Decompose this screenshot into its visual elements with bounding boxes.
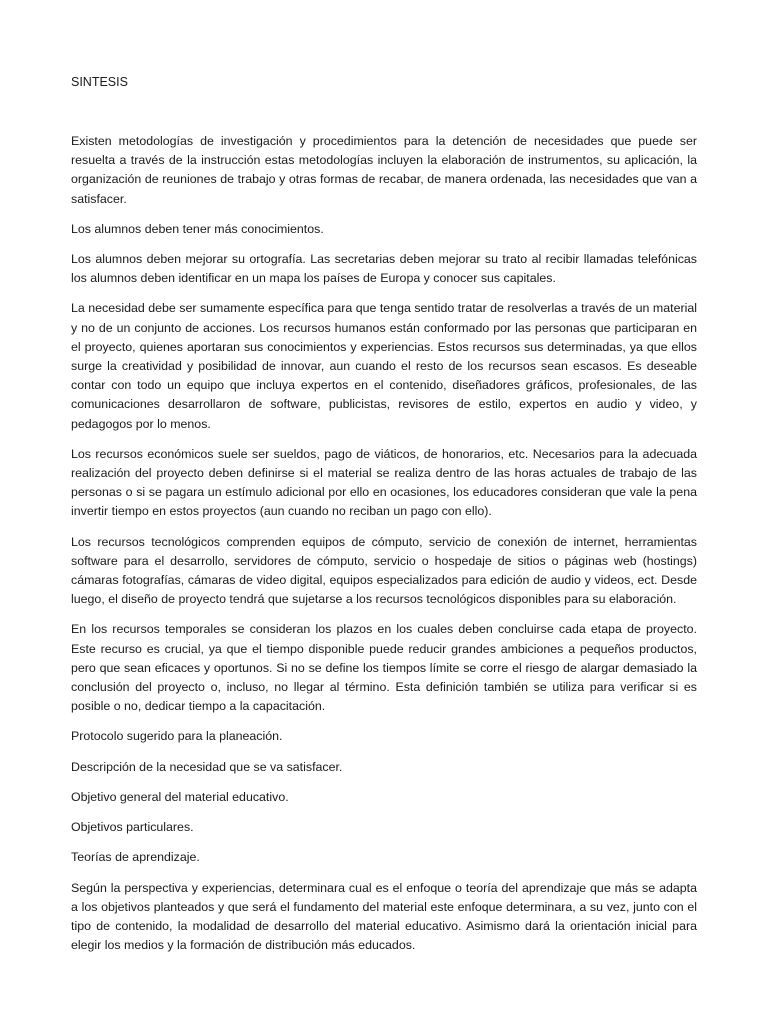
paragraph-recursos-economicos: Los recursos económicos suele ser sueldos, pago de viáticos, de honorarios, etc. Necesarios para la adecuada realización del proyecto deben definirse si el material se realiza dentro de las horas actuales de trabajo de las personas o si se pagara un estímulo adicional por ello en ocasiones, los educadores consideran que vale la pena invertir tiempo en estos proyectos (aun cuando no reciban un pago con ello). (71, 446, 697, 519)
paragraph-protocolo: Protocolo sugerido para la planeación. (71, 729, 283, 744)
paragraph-intro: Existen metodologías de investigación y procedimientos para la detención de necesidades que puede ser resuelta a través de la instrucción estas metodologías incluyen la elaboración de instrumentos, su aplicación, la organización de reuniones de trabajo y otras formas de recabar, de manera ordenada, las necesidades que van a satisfacer. (71, 134, 697, 206)
paragraph-recursos-tecnologicos: Los recursos tecnológicos comprenden equipos de cómputo, servicio de conexión de internet, herramientas software para el desarrollo, servidores de cómputo, servicio o hospedaje de sitios o páginas web (hostings) cámaras fotografías, cámaras de video digital, equipos especializados para edición de audio y videos, ect. Desde luego, el diseño de proyecto tendrá que sujetarse a los recursos tecnológicos disponibles para su elaboración. (71, 534, 697, 607)
paragraph-objetivo-general: Objetivo general del material educativo. (71, 789, 289, 804)
paragraph-teorias-aprendizaje: Teorías de aprendizaje. (71, 850, 200, 865)
paragraph-example-2: Los alumnos deben mejorar su ortografía. Las secretarias deben mejorar su trato al recibir llamadas telefónicas los alumnos deben identificar en un mapa los países de Europa y conocer sus capitales. (71, 252, 697, 286)
paragraph-recursos-temporales: En los recursos temporales se consideran los plazos en los cuales deben concluirse cada etapa de proyecto. Este recurso es crucial, ya que el tiempo disponible puede reducir grandes ambiciones a pequeños productos, pero que sean eficaces y oportunos. Si no se define los tiempos límite se corre el riesgo de alargar demasiado la conclusión del proyecto o, incluso, no llegar al término. Esta definición también se utiliza para verificar si es posible o no, dedicar tiempo a la capacitación. (71, 622, 697, 714)
paragraph-example-1: Los alumnos deben tener más conocimientos. (71, 221, 324, 236)
paragraph-recursos-humanos: La necesidad debe ser sumamente específica para que tenga sentido tratar de resolverlas a través de un material y no de un conjunto de acciones. Los recursos humanos están conformado por las personas que participaran en el proyecto, quienes aportaran sus conocimientos y experiencias. Estos recursos sus determinadas, ya que ellos surge la creatividad y posibilidad de innovar, aun cuando el resto de los recursos sean escasos. Es deseable contar con todo un equipo que incluya expertos en el contenido, diseñadores gráficos, profesionales, de las comunicaciones desarrollaron de software, publicistas, revisores de estilo, expertos en audio y video, y pedagogos por lo menos. (71, 301, 697, 431)
paragraph-perspectiva: Según la perspectiva y experiencias, determinara cual es el enfoque o teoría del aprendizaje que más se adapta a los objetivos planteados y que será el fundamento del material este enfoque determinara, a su vez, junto con el tipo de contenido, la modalidad de desarrollo del material educativo. Asimismo dará la orientación inicial para elegir los medios y la formación de distribución más educados. (71, 880, 697, 953)
document-title: SINTESIS (71, 75, 128, 89)
paragraph-descripcion-necesidad: Descripción de la necesidad que se va satisfacer. (71, 759, 343, 774)
paragraph-objetivos-particulares: Objetivos particulares. (71, 820, 194, 835)
